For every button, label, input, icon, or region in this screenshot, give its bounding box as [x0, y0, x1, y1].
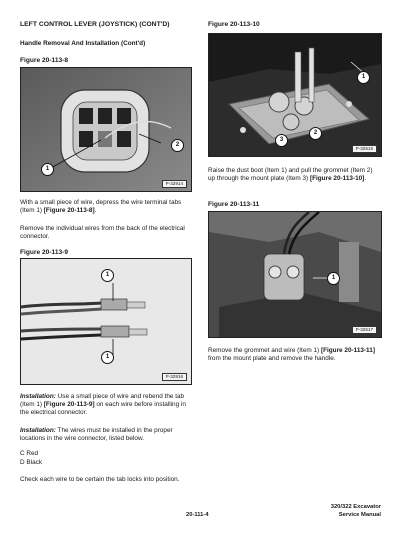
paragraph-installation-rebend — [20, 393, 190, 418]
page-number: 20-111-4 — [186, 512, 209, 518]
text: from the mount plate and remove the handle. — [208, 355, 336, 363]
photo-code: P-32914 — [162, 180, 187, 188]
figure-label-10: Figure 20-113-10 — [208, 21, 260, 28]
callout-3: 3 — [275, 134, 288, 147]
paragraph-raise-dust-boot — [208, 167, 380, 183]
callout-2: 2 — [171, 139, 184, 152]
callout-1: 1 — [357, 71, 370, 84]
photo-code: P-32916 — [162, 373, 187, 381]
photo-code: P-32517 — [352, 326, 377, 334]
footer-model: 320/322 Excavator — [330, 504, 381, 510]
text: . — [94, 207, 97, 215]
subsection-title: Handle Removal And Installation (Cont'd) — [20, 40, 146, 47]
grommet-wire-illustration — [209, 212, 381, 337]
figure-20-113-9-photo — [20, 258, 192, 385]
text: The wires must be installed in the proper locations in the wire connector, listed below. — [20, 427, 173, 443]
section-title: LEFT CONTROL LEVER (JOYSTICK) (CONT'D) — [20, 21, 170, 28]
callout-1: 1 — [327, 272, 340, 285]
wire-c-red: C Red — [20, 450, 39, 457]
callout-1-bottom: 1 — [101, 351, 114, 364]
callout-2: 2 — [309, 127, 322, 140]
figure-20-113-11-photo — [208, 211, 382, 338]
figure-label-8: Figure 20-113-8 — [20, 57, 69, 64]
installation-lead: Installation: — [20, 427, 56, 434]
footer-manual: Service Manual — [338, 512, 381, 518]
paragraph-installation-locations — [20, 427, 190, 443]
figure-reference: [Figure 20-113-11] — [320, 347, 375, 354]
figure-label-11: Figure 20-113-11 — [208, 201, 260, 208]
figure-reference: [Figure 20-113-10] — [309, 175, 365, 183]
wire-d-black: D Black — [20, 459, 43, 466]
figure-20-113-10-photo — [208, 33, 382, 157]
text: on each wire before installing in the electrical connector. — [20, 401, 186, 417]
paragraph-remove-wires: Remove the individual wires from the back of the electrical connector. — [20, 225, 185, 241]
text: . — [364, 175, 367, 183]
photo-code: P-32515 — [352, 145, 377, 153]
figure-20-113-8-photo — [20, 67, 192, 192]
text: Raise the dust boot (Item 1) and pull the grommet (Item 2) up through the mount plate (Item 3) — [208, 167, 373, 183]
text: Use a small piece of wire and rebend the tab (Item 1) — [20, 393, 185, 409]
figure-reference: [Figure 20-113-9] — [43, 401, 95, 409]
text: With a small piece of wire, depress the wire terminal tabs (Item 1) — [20, 199, 182, 215]
mount-plate-illustration — [209, 34, 381, 156]
installation-lead: Installation: — [20, 393, 56, 400]
paragraph-remove-grommet — [208, 347, 380, 363]
text: Remove the grommet and wire (Item 1) — [208, 347, 321, 354]
callout-1-top: 1 — [101, 269, 114, 282]
figure-label-9: Figure 20-113-9 — [20, 249, 69, 256]
figure-reference: [Figure 20-113-8] — [43, 207, 95, 215]
paragraph-depress-tabs — [20, 199, 190, 215]
paragraph-check-wires: Check each wire to be certain the tab locks into position. — [20, 476, 180, 483]
callout-1: 1 — [41, 163, 54, 176]
